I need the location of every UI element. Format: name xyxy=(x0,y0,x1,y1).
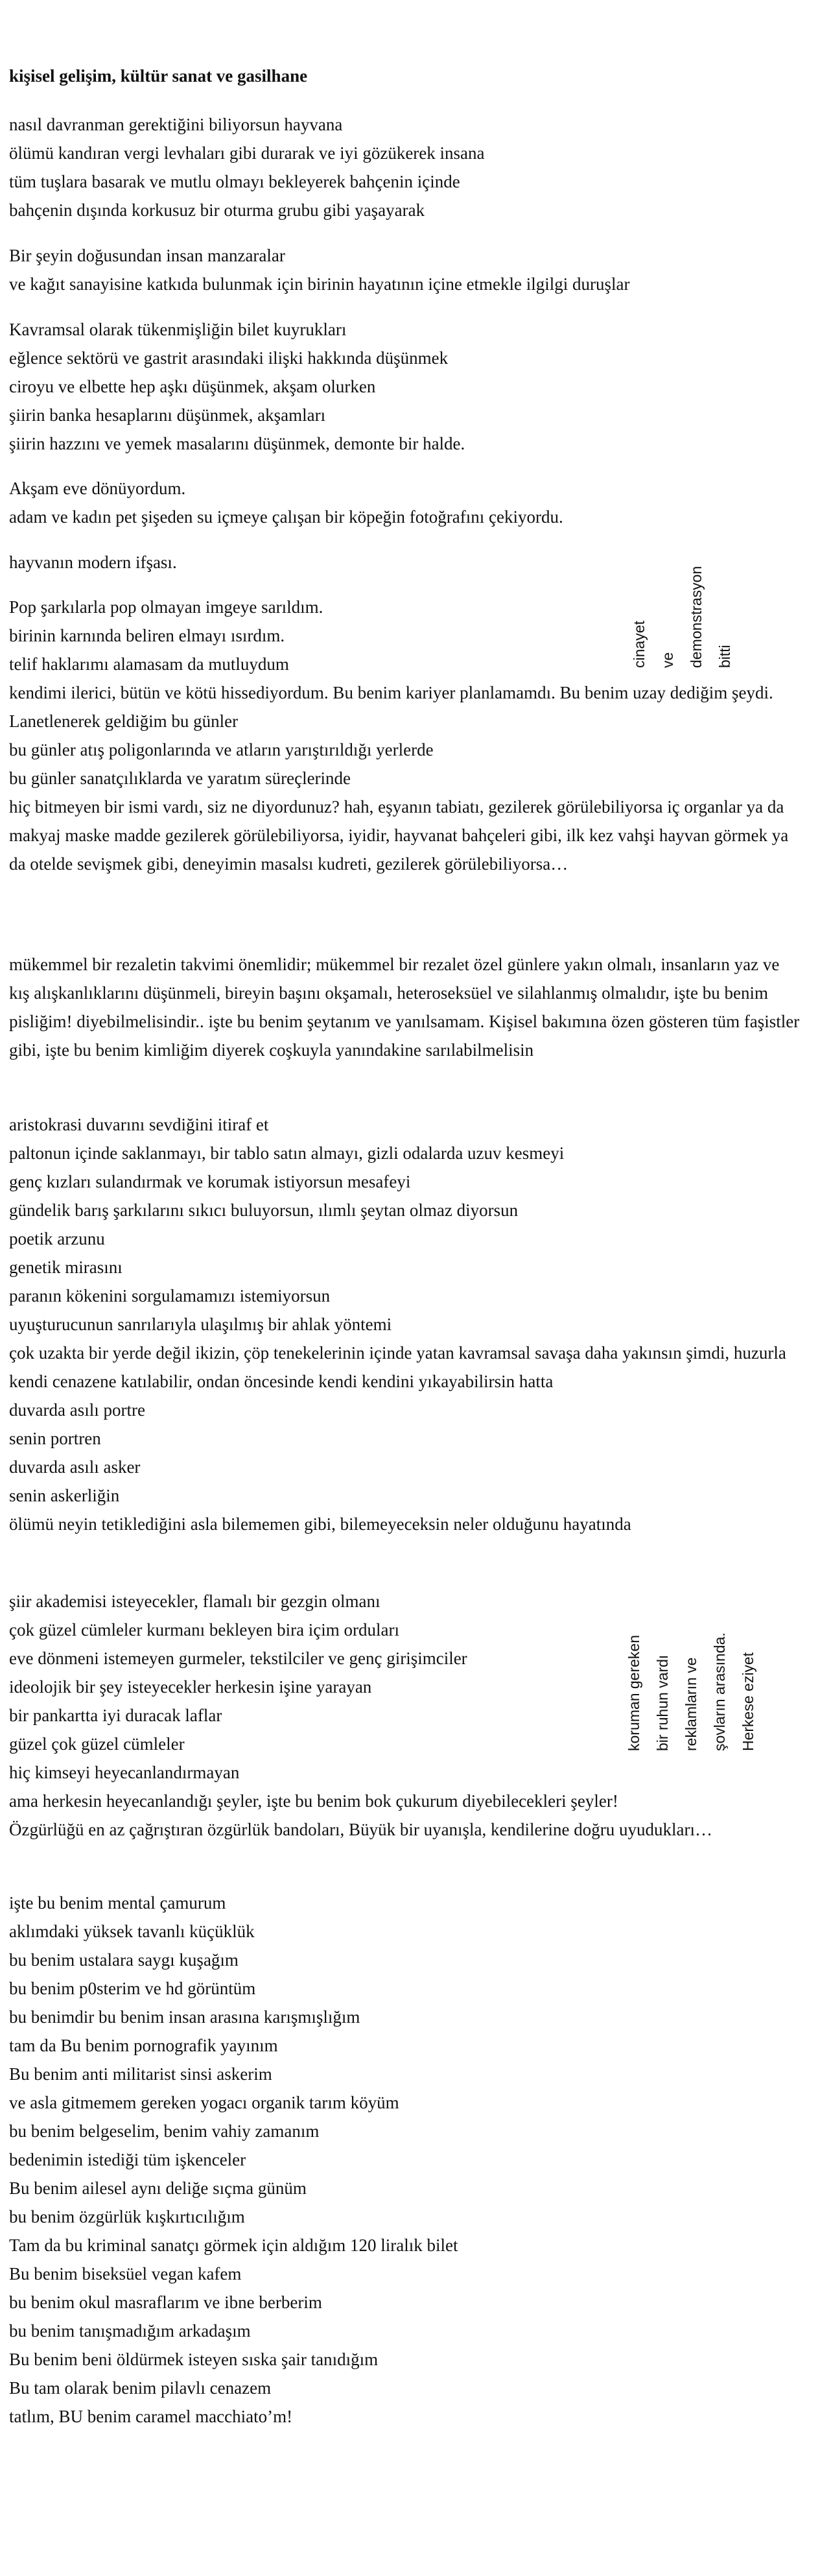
poem-line: Pop şarkılarla pop olmayan imgeye sarıldım. xyxy=(9,597,323,617)
poem-line: tüm tuşlara basarak ve mutlu olmayı bekleyerek bahçenin içinde xyxy=(9,172,460,191)
stanza-2 xyxy=(9,241,800,298)
stanza-8 xyxy=(9,1110,800,1538)
poem-line: bahçenin dışında korkusuz bir oturma grubu gibi yaşayarak xyxy=(9,200,425,220)
poem-line: senin portren xyxy=(9,1429,101,1448)
poem-line: reklamların ve xyxy=(683,1657,699,1751)
stanza-4 xyxy=(9,474,800,531)
poem-line: ideolojik bir şey isteyecekler herkesin işine yarayan xyxy=(9,1677,372,1697)
poem-line: duvarda asılı portre xyxy=(9,1400,145,1420)
poem-line: Bu benim anti militarist sinsi askerim xyxy=(9,2064,272,2084)
poem-line: bedenimin istediği tüm işkenceler xyxy=(9,2150,246,2169)
poem-line: poetik arzunu xyxy=(9,1229,105,1248)
poem-line: ve asla gitmemem gereken yogacı organik tarım köyüm xyxy=(9,2093,399,2112)
poem-line: cinayet xyxy=(631,621,648,668)
poem-line: demonstrasyon xyxy=(688,566,705,668)
poem-line: senin askerliğin xyxy=(9,1486,120,1505)
stanza-1 xyxy=(9,110,800,224)
poem-line: nasıl davranman gerektiğini biliyorsun hayvana xyxy=(9,115,343,134)
poem-line: Kavramsal olarak tükenmişliğin bilet kuyrukları xyxy=(9,320,347,339)
poem-line: ciroyu ve elbette hep aşkı düşünmek, akşam olurken xyxy=(9,377,376,396)
poem-line: genetik mirasını xyxy=(9,1258,123,1277)
stanza-10 xyxy=(9,1889,800,2431)
side-note-vertical-1 xyxy=(625,538,739,668)
poem-line: birinin karnında beliren elmayı ısırdım. xyxy=(9,626,285,645)
poem-line: Özgürlüğü en az çağrıştıran özgürlük bandoları, Büyük bir uyanışla, kendilerine doğru uyudukları… xyxy=(9,1820,712,1839)
poem-line: kendimi ilerici, bütün ve kötü hissediyordum. Bu benim kariyer planlamamdı. Bu benim uzay dediğim şeydi. xyxy=(9,683,773,702)
poem-line: bu günler atış poligonlarında ve atların yarıştırıldığı yerlerde xyxy=(9,740,434,759)
poem-line: işte bu benim mental çamurum xyxy=(9,1893,226,1913)
poem-line: bu benim özgürlük kışkırtıcılığım xyxy=(9,2207,245,2226)
side-note-vertical-2 xyxy=(620,1602,762,1751)
poem-line: çok uzakta bir yerde değil ikizin, çöp tenekelerinin içinde yatan kavramsal savaşa daha yakınsın şimdi, huzurla kendi cenazene katılabilir, ondan öncesinde kendi kendini yıkayabilirsin hatta xyxy=(9,1343,786,1391)
poem-line: Bu tam olarak benim pilavlı cenazem xyxy=(9,2378,272,2398)
poem-line: Akşam eve dönüyordum. xyxy=(9,479,186,498)
poem-line: Herkese eziyet xyxy=(740,1652,756,1751)
poem-line: adam ve kadın pet şişeden su içmeye çalışan bir köpeğin fotoğrafını çekiyordu. xyxy=(9,507,563,527)
poem-line: mükemmel bir rezaletin takvimi önemlidir; mükemmel bir rezalet özel günlere yakın olmalı, insanların yaz ve kış alışkanlıklarını düşünmeli, bireyin başını okşamalı, heteroseksüel ve silahlanmış olmalıdır, işte bu benim pisliğim! diyebilmelisindir.. işte bu benim şeytanım ve yanılsamam. Kişisel bakımına özen gösteren tüm faşistler gibi, işte bu benim kimliğim diyerek coşkuyla yanındakine sarılabilmelisin xyxy=(9,955,800,1060)
stanza-7 xyxy=(9,950,800,1064)
poem-line: bir pankartta iyi duracak laflar xyxy=(9,1706,222,1725)
poem-line: ve xyxy=(659,652,676,668)
poem-line: bu benimdir bu benim insan arasına karışmışlığım xyxy=(9,2007,360,2027)
poem-line: paltonun içinde saklanmayı, bir tablo satın almayı, gizli odalarda uzuv kesmeyi xyxy=(9,1143,565,1163)
poem-line: eğlence sektörü ve gastrit arasındaki ilişki hakkında düşünmek xyxy=(9,348,449,368)
poem-title: kişisel gelişim, kültür sanat ve gasilhane xyxy=(9,66,308,86)
poem-line: hiç kimseyi heyecanlandırmayan xyxy=(9,1763,240,1782)
poem-line: ölümü neyin tetiklediğini asla bilememen gibi, bilemeyeceksin neler olduğunu hayatında xyxy=(9,1514,631,1534)
poem-line: Bu benim ailesel aynı deliğe sıçma günüm xyxy=(9,2178,307,2198)
poem-line: hiç bitmeyen bir ismi vardı, siz ne diyordunuz? hah, eşyanın tabiatı, gezilerek görülebiliyorsa iç organlar ya da makyaj maske madde gezilerek görülebiliyorsa, iyidir, hayvanat bahçeleri gibi, ilk kez vahşi hayvan görmek ya da otelde sevişmek gibi, deneyimin masalsı kudreti, gezilerek görülebiliyorsa… xyxy=(9,797,789,874)
poem-line: bu günler sanatçılıklarda ve yaratım süreçlerinde xyxy=(9,769,351,788)
poem-line: bu benim tanışmadığım arkadaşım xyxy=(9,2321,251,2341)
poem-line: çok güzel cümleler kurmanı bekleyen bira içim orduları xyxy=(9,1620,400,1640)
poem-line: şiir akademisi isteyecekler, flamalı bir gezgin olmanı xyxy=(9,1592,380,1611)
poem-line: duvarda asılı asker xyxy=(9,1457,141,1477)
poem-line: ve kağıt sanayisine katkıda bulunmak için birinin hayatının içine etmekle ilgilgi duruşlar xyxy=(9,274,630,294)
stanza-3 xyxy=(9,315,800,458)
poem-line: bu benim belgeselim, benim vahiy zamanım xyxy=(9,2121,320,2141)
poem-line: bu benim ustalara saygı kuşağım xyxy=(9,1950,239,1970)
poem-line: şiirin hazzını ve yemek masalarını düşünmek, demonte bir halde. xyxy=(9,434,465,453)
poem-line: hayvanın modern ifşası. xyxy=(9,553,177,572)
poem-line: paranın kökenini sorgulamamızı istemiyorsun xyxy=(9,1286,331,1306)
poem-line: bu benim okul masraflarım ve ibne berberim xyxy=(9,2293,322,2312)
poem-line: bu benim p0sterim ve hd görüntüm xyxy=(9,1979,256,1998)
poem-line: ama herkesin heyecanlandığı şeyler, işte bu benim bok çukurum diyebilecekleri şeyler! xyxy=(9,1791,618,1811)
poem-line: Lanetlenerek geldiğim bu günler xyxy=(9,711,239,731)
poem-line: uyuşturucunun sanrılarıyla ulaşılmış bir ahlak yöntemi xyxy=(9,1315,392,1334)
poem-line: aklımdaki yüksek tavanlı küçüklük xyxy=(9,1922,255,1941)
poem-line: Bu benim beni öldürmek isteyen sıska şair tanıdığım xyxy=(9,2350,379,2369)
poem-line: şovların arasında. xyxy=(711,1632,728,1751)
poem-line: ölümü kandıran vergi levhaları gibi durarak ve iyi gözükerek insana xyxy=(9,143,485,163)
poem-line: Bu benim biseksüel vegan kafem xyxy=(9,2264,242,2284)
poem-line: şiirin banka hesaplarını düşünmek, akşamları xyxy=(9,405,326,425)
poem-line: koruman gereken xyxy=(626,1635,642,1751)
poem-line: Bir şeyin doğusundan insan manzaralar xyxy=(9,246,285,265)
poem-line: eve dönmeni istemeyen gurmeler, tekstilciler ve genç girişimciler xyxy=(9,1649,467,1668)
poem-line: bir ruhun vardı xyxy=(654,1654,671,1751)
poem-line: tatlım, BU benim caramel macchiato’m! xyxy=(9,2407,293,2426)
poem-line: aristokrasi duvarını sevdiğini itiraf et xyxy=(9,1115,269,1134)
poem-line: Tam da bu kriminal sanatçı görmek için aldığım 120 liralık bilet xyxy=(9,2236,458,2255)
poem-line: genç kızları sulandırmak ve korumak istiyorsun mesafeyi xyxy=(9,1172,411,1191)
poem-line: tam da Bu benim pornografik yayınım xyxy=(9,2036,278,2055)
poem-line: bitti xyxy=(716,645,733,668)
poem-line: güzel çok güzel cümleler xyxy=(9,1734,185,1754)
poem-line: telif haklarımı alamasam da mutluydum xyxy=(9,654,289,674)
poem-line: gündelik barış şarkılarını sıkıcı buluyorsun, ılımlı şeytan olmaz diyorsun xyxy=(9,1200,519,1220)
